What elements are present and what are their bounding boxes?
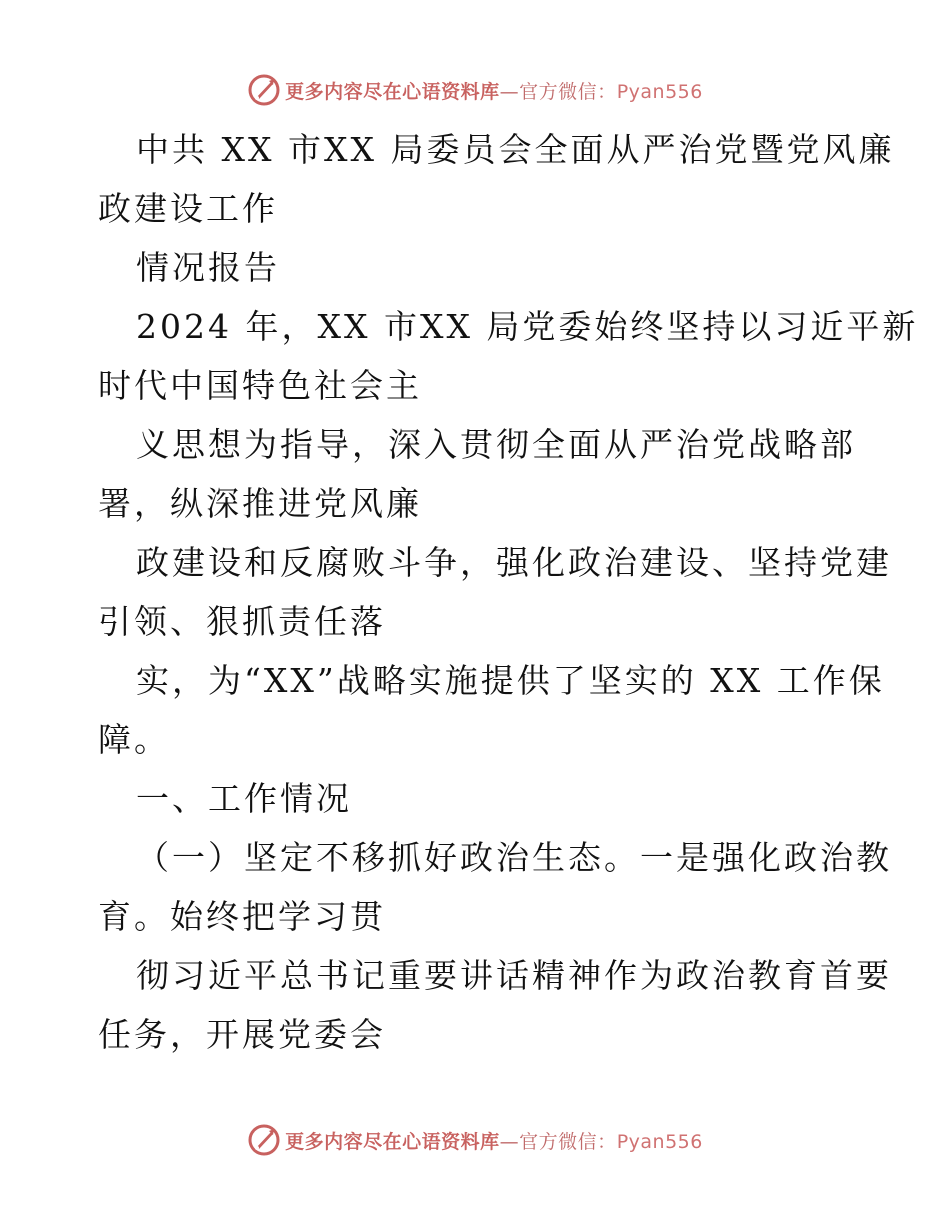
footer-watermark <box>0 1120 950 1160</box>
text-line: 彻习近平总书记重要讲话精神作为政治教育首要 <box>136 956 892 995</box>
watermark-main: 更多内容尽在心语资料库 <box>285 1130 500 1153</box>
watermark-text <box>285 77 703 104</box>
text-line: 2024 年，XX 市XX 局党委始终坚持以习近平新 <box>136 307 919 346</box>
watermark-dash: — <box>499 80 520 103</box>
text-line: 一、工作情况 <box>136 779 352 818</box>
text-line: 义思想为指导，深入贯彻全面从严治党战略部 <box>136 425 856 464</box>
text-line: 时代中国特色社会主 <box>98 366 422 405</box>
text-line: 政建设工作 <box>98 189 278 228</box>
watermark-label: 官方微信： <box>519 1130 617 1153</box>
feather-pen-logo-icon <box>247 1123 281 1157</box>
text-line: 署，纵深推进党风廉 <box>98 484 422 523</box>
watermark-text <box>285 1127 703 1154</box>
feather-pen-logo-icon <box>247 73 281 107</box>
text-line: 实，为“XX”战略实施提供了坚实的 XX 工作保 <box>136 661 885 700</box>
watermark-label: 官方微信： <box>519 80 617 103</box>
header-watermark <box>0 70 950 110</box>
watermark-id: Pyan556 <box>616 1130 703 1153</box>
text-line: 任务，开展党委会 <box>98 1015 386 1054</box>
text-line: 政建设和反腐败斗争，强化政治建设、坚持党建 <box>136 543 892 582</box>
text-line: 情况报告 <box>136 248 280 287</box>
watermark-dash: — <box>499 1130 520 1153</box>
document-body <box>98 120 919 1064</box>
watermark-main: 更多内容尽在心语资料库 <box>285 80 500 103</box>
text-line: 中共 XX 市XX 局委员会全面从严治党暨党风廉 <box>136 130 895 169</box>
text-line: （一）坚定不移抓好政治生态。一是强化政治教 <box>136 838 892 877</box>
text-line: 育。始终把学习贯 <box>98 897 386 936</box>
watermark-id: Pyan556 <box>616 80 703 103</box>
text-line: 引领、狠抓责任落 <box>98 602 386 641</box>
text-line: 障。 <box>98 720 170 759</box>
